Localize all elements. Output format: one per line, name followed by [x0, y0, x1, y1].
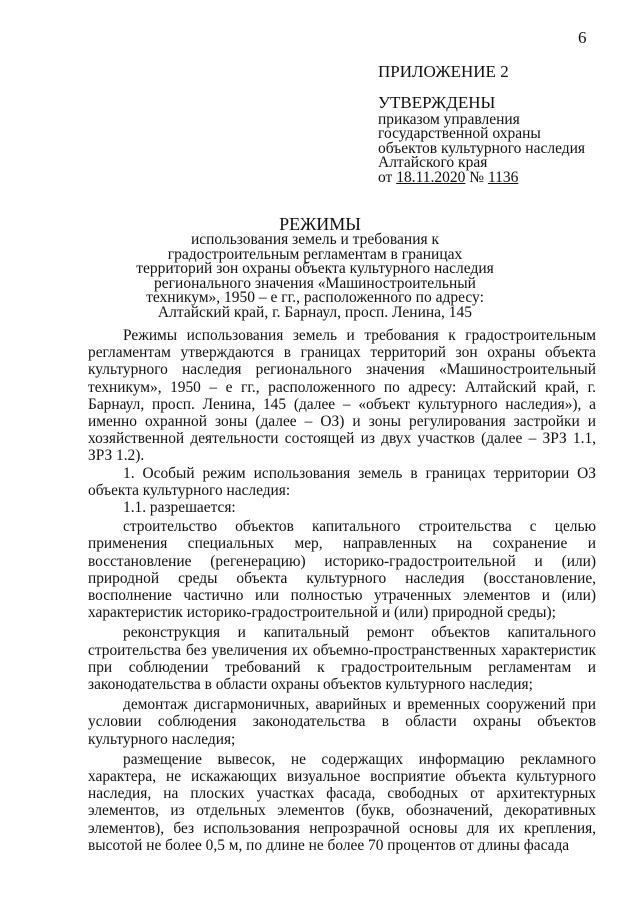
order-number: 1136	[487, 168, 519, 186]
approval-line-2: государственной охраны	[378, 125, 541, 142]
date-prefix: от	[378, 168, 397, 186]
number-prefix: №	[465, 168, 488, 186]
paragraph-intro: Режимы использования земель и требования к градостроительным регламентам утверждаются в границах территорий зон охраны объекта культурного наследия регионального значения «Машиностроительный техникум», 1950 – е гг., расположенного по адресу: Алтайский край, г. Барнаул, просп. Ленина, 145 (далее – «объект культурного наследия»), а именно охранной зоны (далее – ОЗ) и зоны регулирования застройки и хозяйственной деятельности состоящей из двух участков (далее – ЗРЗ 1.1, ЗРЗ 1.2).	[88, 327, 596, 465]
paragraph-section-1: 1. Особый режим использования земель в границах территории ОЗ объекта культурного наследия:	[88, 464, 596, 499]
document-subtitle: использования земель и требования к градостроительным регламентам в границах территорий зон охраны объекта культурного наследия регионального значения «Машиностроительный техникум», 1950 – е гг., расположенного по адресу: Алтайский край, г. Барнаул, просп. Ленина, 145	[136, 231, 494, 321]
approval-heading: УТВЕРЖДЕНЫ	[378, 93, 496, 112]
page-number: 6	[578, 28, 587, 47]
paragraph-item-1-1: 1.1. разрешается:	[123, 499, 236, 517]
paragraph-construction: строительство объектов капитального строительства с целью применения специальных мер, направленных на сохранение и восстановление (регенерацию) историко-градостроительной и (или) природной среды объекта культурного наследия (восстановление, восполнение частично или полностью утраченных элементов и (или) характеристик историко-градостроительной и (или) природной среды);	[88, 518, 596, 622]
order-date: 18.11.2020	[396, 168, 466, 186]
approval-line-1: приказом управления	[378, 110, 520, 128]
paragraph-signage: размещение вывесок, не содержащих информацию рекламного характера, не искажающих визуальное восприятие объекта культурного наследия, на плоских участках фасада, свободных от архитектурных элементов, из отдельных элементов (букв, обозначений, декоративных элементов), без использования непрозрачной основы для их крепления, высотой не более 0,5 м, по длине не более 70 процентов от длины фасада	[88, 750, 596, 854]
approval-line-3: объектов культурного наследия	[378, 139, 586, 157]
approval-line-4: Алтайского края	[378, 154, 488, 171]
paragraph-reconstruction: реконструкция и капитальный ремонт объектов капитального строительства без увеличения их объемно-пространственных характеристик при соблюдении требований к градостроительным регламентам и законодательства в области охраны объектов культурного наследия;	[88, 624, 596, 694]
appendix-title: ПРИЛОЖЕНИЕ 2	[378, 62, 509, 81]
approval-block	[378, 93, 618, 186]
approval-date-line	[378, 168, 618, 186]
document-title: РЕЖИМЫ	[279, 214, 361, 234]
paragraph-demolition: демонтаж дисгармоничных, аварийных и временных сооружений при условии соблюдения законодательства в области охраны объектов культурного наследия;	[88, 696, 596, 748]
document-body	[88, 327, 596, 854]
